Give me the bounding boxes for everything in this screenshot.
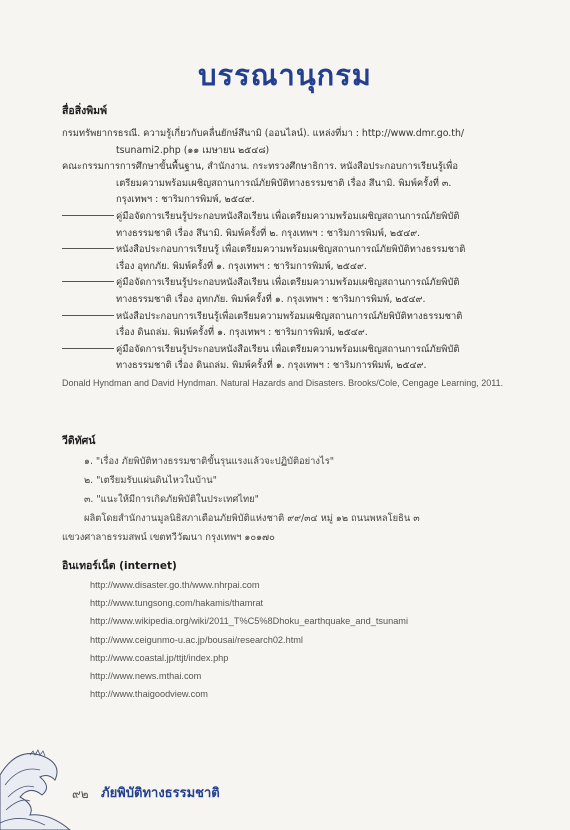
bibliography-entry [62, 242, 514, 275]
producer-line: แขวงศาลาธรรมสพน์ เขตทวีวัฒนา กรุงเทพฯ ๑๐๑๗๐ [62, 532, 275, 543]
print-entries-list [62, 126, 514, 392]
url-list [90, 576, 408, 703]
entry-line: กรมทรัพยากรธรณี. ความรู้เกี่ยวกับคลื่นยักษ์สึนามิ (ออนไลน์). แหล่งที่มา : http://www.dmr.go.th/ [62, 128, 465, 139]
book-title-footer: ภัยพิบัติทางธรรมชาติ [101, 786, 220, 801]
repeat-author-dash [62, 281, 114, 282]
url-link[interactable]: http://www.coastal.jp/ttjt/index.php [90, 652, 229, 663]
bibliography-entry [62, 159, 514, 209]
entry-line: คู่มือจัดการเรียนรู้ประกอบหนังสือเรียน เพื่อเตรียมความพร้อมเผชิญสถานการณ์ภัยพิบัติ [116, 210, 460, 222]
entry-line: หนังสือประกอบการเรียนรู้ เพื่อเตรียมความพร้อมเผชิญสถานการณ์ภัยพิบัติทางธรรมชาติ [116, 244, 466, 256]
video-list [62, 452, 532, 547]
page-number: ๙๒ [72, 787, 89, 801]
entry-line: เรื่อง อุทกภัย. พิมพ์ครั้งที่ ๑. กรุงเทพฯ : ชาริมการพิมพ์, ๒๕๔๙. [116, 260, 367, 272]
entry-line: คู่มือจัดการเรียนรู้ประกอบหนังสือเรียน เพื่อเตรียมความพร้อมเผชิญสถานการณ์ภัยพิบัติ [116, 277, 460, 289]
repeat-author-dash [62, 248, 114, 249]
print-media-heading: สื่อสิ่งพิมพ์ [62, 105, 108, 117]
video-item: ๒. "เตรียมรับแผ่นดินไหวในบ้าน" [84, 475, 217, 486]
url-link[interactable]: http://www.news.mthai.com [90, 671, 202, 682]
entry-line: หนังสือประกอบการเรียนรู้เพื่อเตรียมความพร้อมเผชิญสถานการณ์ภัยพิบัติทางธรรมชาติ [116, 310, 463, 322]
url-link[interactable]: http://www.disaster.go.th/www.nhrpai.com [90, 580, 260, 590]
url-link[interactable]: http://www.tungsong.com/hakamis/thamrat [90, 598, 264, 609]
bibliography-entry [62, 342, 514, 375]
bibliography-entry [62, 375, 514, 392]
entry-line: กรุงเทพฯ : ชาริมการพิมพ์, ๒๕๔๙. [116, 194, 255, 206]
entry-line: คณะกรรมการการศึกษาขั้นพื้นฐาน, สำนักงาน. กระทรวงศึกษาธิการ. หนังสือประกอบการเรียนรู้เพื่อ [62, 161, 458, 173]
producer-line: ผลิตโดยสำนักงานมูลนิธิสภาเตือนภัยพิบัติแห่งชาติ ๙๙/๓๔ หมู่ ๑๒ ถนนพหลโยธิน ๓ [84, 513, 420, 524]
entry-line: tsunami2.php (๑๑ เมษายน ๒๕๔๘) [116, 144, 270, 156]
repeat-author-dash [62, 215, 114, 216]
url-link[interactable]: http://www.ceigunmo-u.ac.jp/bousai/research02.html [90, 634, 303, 645]
wave-illustration [0, 735, 100, 830]
page-title: บรรณานุกรม [198, 58, 372, 92]
bibliography-entry [62, 275, 514, 308]
repeat-author-dash [62, 348, 114, 349]
video-item: ๑. "เรื่อง ภัยพิบัติทางธรรมชาติขั้นรุนแรงแล้วจะปฏิบัติอย่างไร" [84, 456, 335, 467]
repeat-author-dash [62, 315, 114, 316]
entry-line: เรื่อง ดินถล่ม. พิมพ์ครั้งที่ ๑. กรุงเทพฯ : ชาริมการพิมพ์, ๒๕๔๙. [116, 327, 368, 339]
bibliography-entry [62, 309, 514, 342]
url-link[interactable]: http://www.wikipedia.org/wiki/2011_T%C5%8Dhoku_earthquake_and_tsunami [90, 616, 408, 627]
entry-line: ทางธรรมชาติ เรื่อง อุทกภัย. พิมพ์ครั้งที่ ๑. กรุงเทพฯ : ชาริมการพิมพ์, ๒๕๔๙. [116, 293, 426, 305]
bibliography-entry [62, 209, 514, 242]
entry-line: เตรียมความพร้อมเผชิญสถานการณ์ภัยพิบัติทางธรรมชาติ เรื่อง สึนามิ. พิมพ์ครั้งที่ ๓. [116, 177, 452, 189]
video-item: ๓. "แนะให้มีการเกิดภัยพิบัติในประเทศไทย" [84, 494, 259, 505]
entry-line: ทางธรรมชาติ เรื่อง ดินถล่ม. พิมพ์ครั้งที่ ๑. กรุงเทพฯ : ชาริมการพิมพ์, ๒๕๔๙. [116, 360, 427, 372]
internet-heading: อินเทอร์เน็ต (internet) [62, 560, 177, 572]
entry-line: ทางธรรมชาติ เรื่อง สึนามิ. พิมพ์ครั้งที่ ๒. กรุงเทพฯ : ชาริมการพิมพ์, ๒๕๔๙. [116, 227, 421, 239]
entry-line: คู่มือจัดการเรียนรู้ประกอบหนังสือเรียน เพื่อเตรียมความพร้อมเผชิญสถานการณ์ภัยพิบัติ [116, 343, 460, 355]
entry-line-english: Donald Hyndman and David Hyndman. Natural Hazards and Disasters. Brooks/Cole, Cengage Learning, 2011. [62, 377, 504, 388]
video-heading: วีดิทัศน์ [62, 435, 96, 447]
url-link[interactable]: http://www.thaigoodview.com [90, 689, 208, 700]
bibliography-entry [62, 126, 514, 159]
